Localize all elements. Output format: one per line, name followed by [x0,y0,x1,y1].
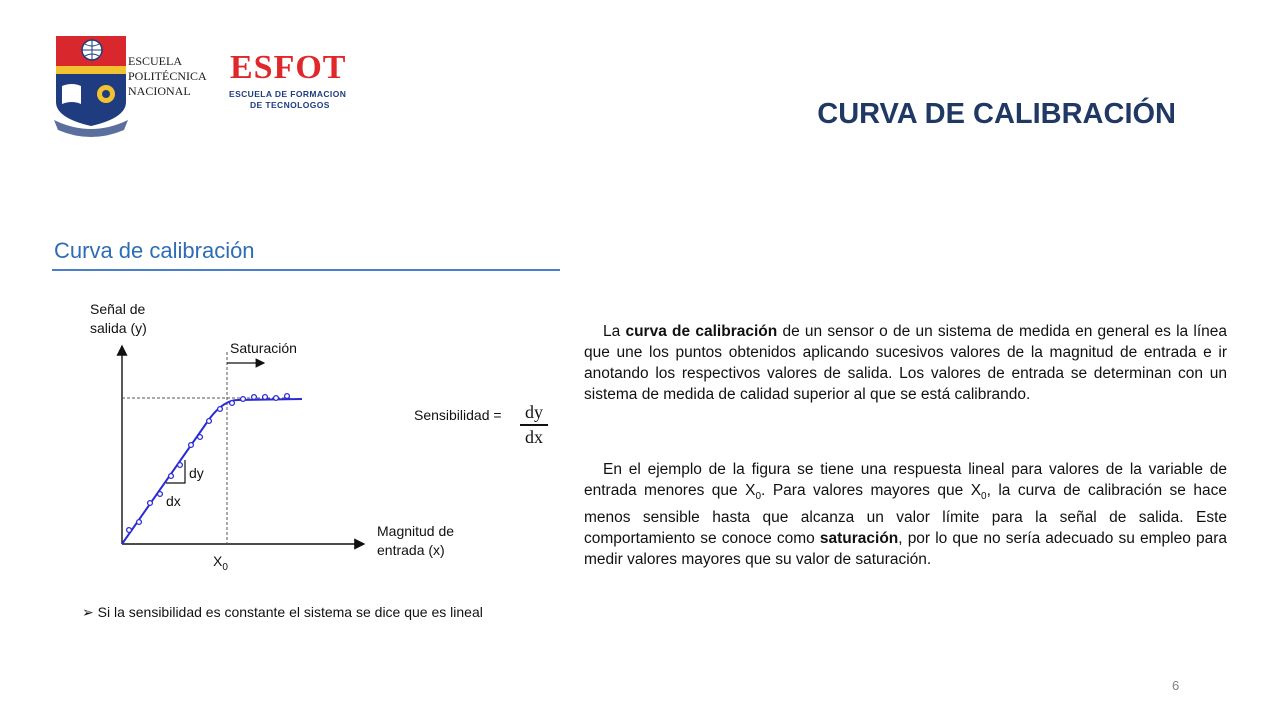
data-point [127,528,132,533]
dx-label: dx [166,493,181,509]
p2-subscript-2: 0 [981,491,987,503]
slide-title: CURVA DE CALIBRACIÓN [817,98,1176,130]
x-axis-label-line-2: entrada (x) [377,542,445,558]
p2-subscript-1: 0 [755,491,762,503]
p2-text-4: , por lo que no sería adecuado su empleo para medir valores mayores que su valor de saturación. [584,530,1227,569]
paragraph-definition [584,321,1227,405]
paragraph-example [584,459,1227,570]
esfot-subtitle-2: DE TECNOLOGOS [250,100,330,110]
x0-symbol: X [213,553,223,569]
y-axis-label-line-2: salida (y) [90,320,147,336]
bullet-text: Si la sensibilidad es constante el sistema se dice que es lineal [97,604,483,620]
data-point [274,396,279,401]
bullet-item [82,604,483,621]
p2-text-3: , la curva de calibración se hace menos sensible hasta que alcanza un valor límite para la señal de salida. Este comportamiento se conoce como [584,482,1227,548]
data-point [263,395,268,400]
section-divider [52,269,560,271]
esfot-brand: ESFOT [230,49,347,86]
data-point [169,474,174,479]
data-point [198,435,203,440]
data-point [241,397,246,402]
y-axis-label-line-1: Señal de [90,301,146,317]
p1-text-2: de un sensor o de un sistema de medida en general es la línea que une los puntos obtenidos aplicando sucesivos valores de la magnitud de entrada e ir anotando los respectivos valores de salida. Los valores de entrada se determinan con un sistema de medida de calidad superior al que se está calibrando. [584,323,1227,403]
p2-text-2: . Para valores mayores que X [761,482,982,499]
y-axis-label [90,300,147,338]
sensitivity-fraction [520,402,548,448]
fraction-denominator: dx [525,426,543,447]
x-axis-label-line-1: Magnitud de [377,523,455,539]
data-point [178,463,183,468]
esfot-subtitle-1: ESCUELA DE FORMACION [229,89,347,99]
epn-line-1: ESCUELA [128,54,182,68]
calibration-figure [60,290,570,590]
saturation-label: Saturación [230,340,297,356]
data-point [252,395,257,400]
epn-line-3: NACIONAL [128,84,191,98]
fraction-bar [520,424,548,426]
data-point [158,492,163,497]
data-point [285,394,290,399]
sensitivity-label: Sensibilidad = [414,407,502,423]
dy-label: dy [189,465,204,481]
data-points [127,394,290,533]
x0-subscript: 0 [222,561,228,573]
p1-bold-term: curva de calibración [625,323,778,340]
section-title: Curva de calibración [54,238,255,263]
p1-text-1: La [603,323,626,340]
data-point [189,443,194,448]
arrow-bullet-icon: ➢ [82,604,94,620]
data-point [230,401,235,406]
x-axis-label [377,522,454,560]
data-point [207,419,212,424]
fraction-numerator: dy [525,402,543,422]
header-logos [48,34,378,138]
page-number: 6 [1172,678,1180,693]
epn-shield-icon [48,34,132,138]
p2-text-1: En el ejemplo de la figura se tiene una respuesta lineal para valores de la variable de entrada menores que X [584,461,1227,499]
p2-bold-term: saturación [819,530,899,548]
data-point [137,520,142,525]
epn-line-2: POLITÉCNICA [128,69,207,83]
x0-label [213,552,228,577]
epn-name [128,54,207,99]
data-point [148,501,153,506]
data-point [218,407,223,412]
